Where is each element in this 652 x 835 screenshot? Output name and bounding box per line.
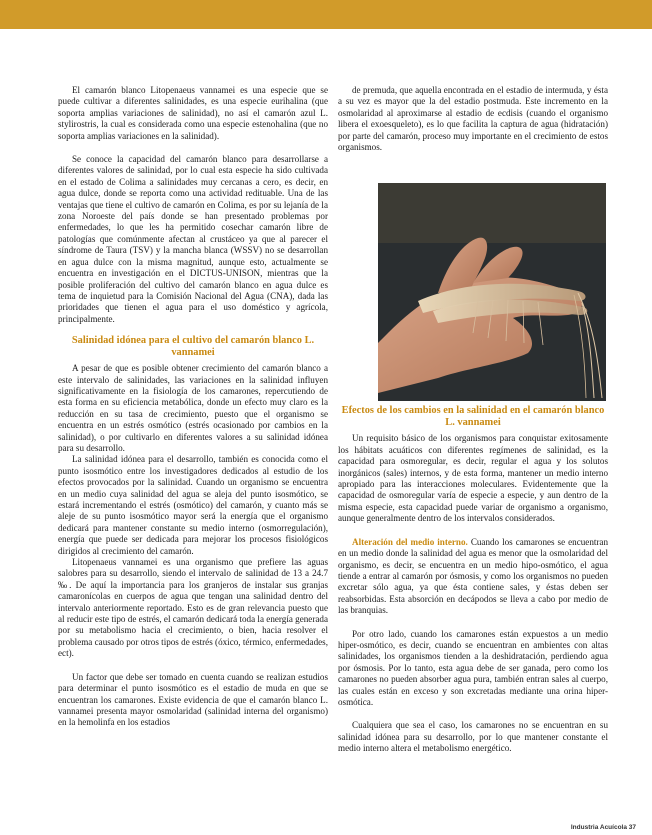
inline-heading: Alteración del medio interno. xyxy=(352,536,468,547)
top-color-band xyxy=(0,0,652,29)
paragraph: A pesar de que es posible obtener crecimiento del camarón blanco a este intervalo de salinidades, las variaciones en la salinidad influyen significativamente en la fisiología de los camarones, repercutiendo de esta forma en su eficiencia metabólica, donde un efecto muy claro es la reducción en su tasa de crecimiento, puesto que el organismo se encuentra en un estrés osmótico (estrés ocasionado por cambios en la salinidad), o por cultivarlo en diferentes valores a su salinidad idónea para su desarrollo. xyxy=(58,363,328,453)
paragraph: Por otro lado, cuando los camarones están expuestos a un medio hiper-osmótico, es decir, cuando se encuentran en ambientes con altas salinidades, los organismos tienden a la deshidratación, perdiendo agua por ósmosis. Por lo tanto, esta agua debe de ser ganada, pero como los camarones no pueden absorber agua pura, también entran sales al cuerpo, las cuales están en exceso y son excretadas mediante una orina hiper-osmótica. xyxy=(338,628,608,707)
paragraph xyxy=(338,537,608,617)
hand-holding-shrimp-photo xyxy=(378,183,606,401)
paragraph: Se conoce la capacidad del camarón blanco para desarrollarse a diferentes valores de salinidad, por lo cual esta especie ha sido cultivada en el estado de Colima a salinidades muy cercanas a cero, es decir, en agua dulce, donde se reporta como una actividad redituable. Una de las ventajas que tiene el cultivo de camarón en Colima, es por su lejanía de la zona Noroeste del país donde se han presentado problemas por enfermedades, lo que les ha permitido cosechar camarón libre de patologías que comúnmente afectan al crustáceo ya que al parecer el síndrome de Taura (TSV) y la mancha blanca (WSSV) no se desarrollan en agua dulce con la misma magnitud, aunque esto, actualmente se encuentra en investigación en el DICTUS-UNISON, mientras que la posible proliferación del cultivo del camarón blanco en agua dulce es tema de inquietud para la Comisión Nacional del Agua (CNA), dada las prioridades que tienen el agua para el uso doméstico y agrícola, principalmente. xyxy=(58,154,328,324)
section-heading: Salinidad idónea para el cultivo del camarón blanco L. vannamei xyxy=(71,335,315,359)
paragraph: de premuda, que aquella encontrada en el estadio de intermuda, y ésta a su vez es mayor que la del estadio postmuda. Este incremento en la osmolaridad al aproximarse al estadio de ecdisis (cuando el organismo libera el exoesqueleto), es lo que facilita la captura de agua (hidratación) por parte del camarón, proceso muy importante en el crecimiento de estos organismos. xyxy=(338,85,608,153)
paragraph: Cualquiera que sea el caso, los camarones no se encuentran en su salinidad idónea para su desarrollo, por lo que mantener constante el medio interno altera el metabolismo energético. xyxy=(338,720,608,754)
paragraph: Litopenaeus vannamei es una organismo que prefiere las aguas salobres para su desarrollo, siendo el intervalo de salinidad de 13 a 24.7 ‰. De aquí la importancia para los granjeros de instalar sus granjas camaronícolas en cuerpos de agua que tengan una salinidad dentro del intervalo anteriormente reportado. Esto es de gran relevancia puesto que al reducir este tipo de estrés, el camarón dedicará toda la energía generada por su metabolismo hacia el crecimiento, o bien, hacia resolver el problema causado por otros tipos de estrés (óxico, térmico, enfermedades, ect). xyxy=(58,557,328,659)
paragraph: Un factor que debe ser tomado en cuenta cuando se realizan estudios para determinar el punto isosmótico es el estadio de muda en que se encuentran los camarones. Existe evidencia de que el camarón blanco L. vannamei presenta mayor osmolaridad (salinidad interna del organismo) en la hemolinfa en los estadios xyxy=(58,671,328,728)
paragraph: La salinidad idónea para el desarrollo, también es conocida como el punto isosmótico entre los investigadores dedicados al estudio de los efectos provocados por la salinidad. Cuando un organismo se encuentra en un medio cuya salinidad del agua se aleja del punto isosmótico, se estará incrementando el estrés (osmótico) del camarón, y cuanto más se aleje de su punto isosmótico mayor será la energía que el organismo dedicará para mantener constante su medio interno (osmorregulación), energía que puede ser dedicada para mejorar los procesos fisiológicos dirigidos al crecimiento del camarón. xyxy=(58,454,328,556)
paragraph-text: Cuando los camarones se encuentran en un medio donde la salinidad del agua es menor que la osmolaridad del organismo, es decir, se encuentra en un medio hipo-osmótico, el agua tiende a entrar al camarón por ósmosis, y como los organismos no pueden excretar sólo agua, ya que ésta contiene sales, y éstas deben ser reabsorbidas. Esta absorción en decápodos se lleva a cabo por medio de las branquias. xyxy=(338,536,609,616)
left-column xyxy=(58,85,328,729)
shrimp-photo-illustration xyxy=(378,183,606,401)
paragraph: Un requisito básico de los organismos para conquistar exitosamente los hábitats acuáticos con diferentes regímenes de salinidad, es la capacidad para osmoregular, es decir, regular el agua y los solutos inorgánicos (sales) internos, y de esta forma, mantener un medio interno apropiado para las interacciones moleculares. Evidentemente que la capacidad de osmoregular varía de especie a especie, y aun dentro de la misma especie, esta capacidad puede variar de organismo a organismo, aunque generalmente dentro de los intervalos considerados. xyxy=(338,433,608,524)
page-footer: Industria Acuícola 37 xyxy=(570,824,636,831)
paragraph: El camarón blanco Litopenaeus vannamei es una especie que se puede cultivar a diferentes salinidades, es una especie eurihalina (que soporta amplias variaciones de salinidad), no así el camarón azul L. stylirostris, la cual es considerada como una especie estenohalina (que no soporta amplias variaciones en la salinidad). xyxy=(58,85,328,141)
section-heading: Efectos de los cambios en la salinidad en el camarón blanco L. vannamei xyxy=(341,405,605,429)
